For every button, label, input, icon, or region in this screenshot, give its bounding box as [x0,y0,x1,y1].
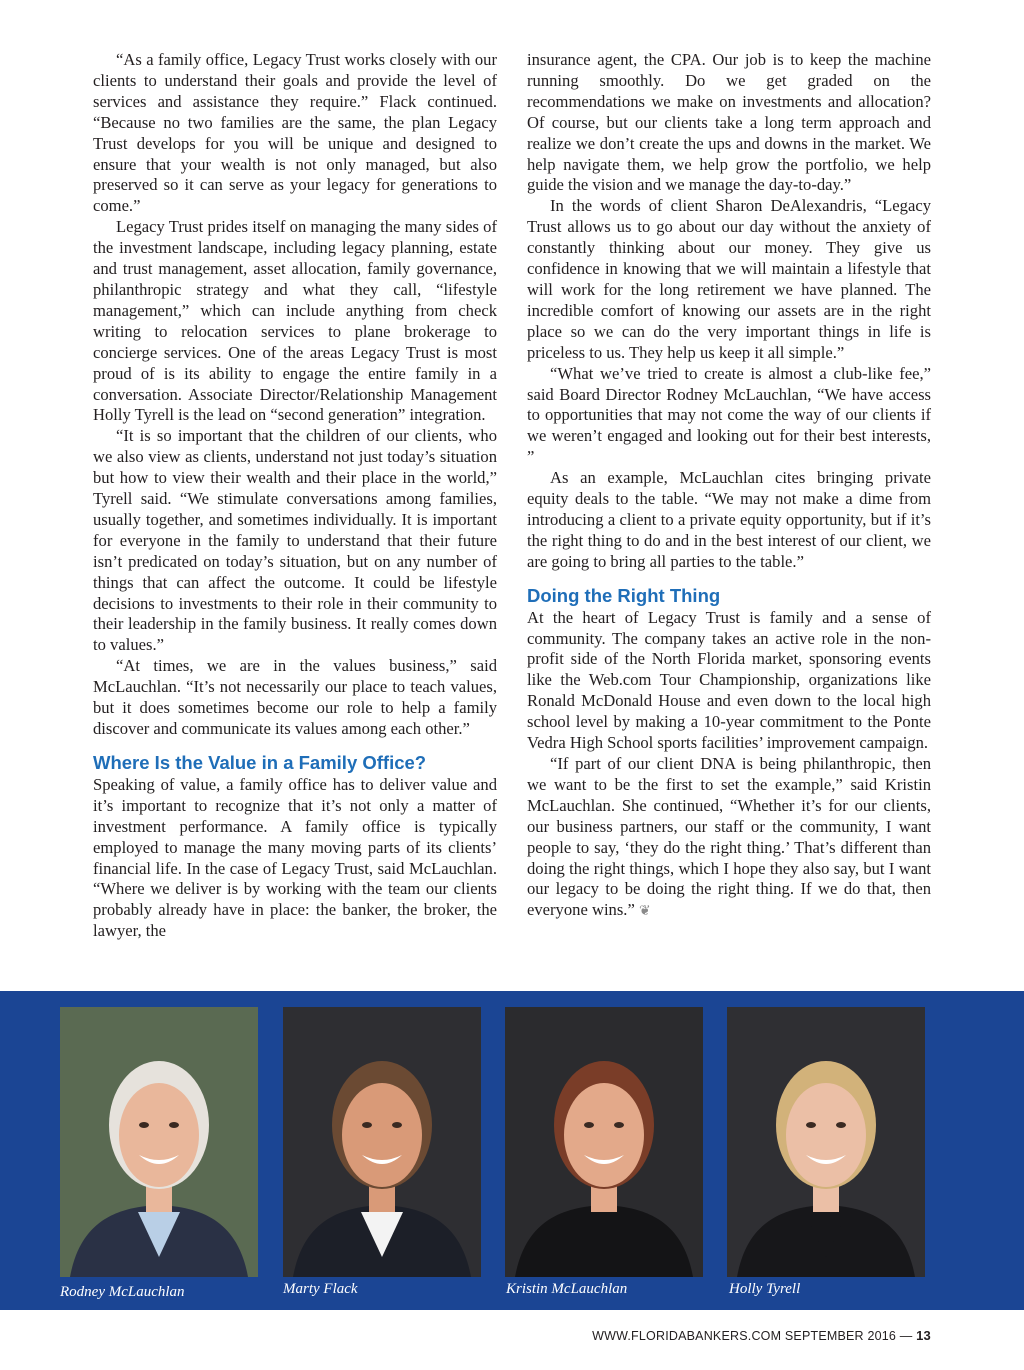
paragraph-text: “If part of our client DNA is being philanthropic, then we want to be the first to set the example,” said Kristin McLauchlan. She continued, “Whether it’s for our clients, our business partners, our staff or the community, I want people to say, ‘they do the right thing.’ That’s different than doing the right things, which I hope they also say, but I want our legacy to be doing the right thing. If we do that, then everyone wins.” [527,754,931,920]
paragraph: Speaking of value, a family office has to deliver value and it’s important to recognize that it’s not only a matter of investment performance. A family office is typically employed to manage the many moving parts of its clients’ financial life. In the case of Legacy Trust, said McLauchlan. “Where we deliver is by working with the team our clients probably already have in place: the banker, the broker, the lawyer, the [93,774,497,941]
paragraph: insurance agent, the CPA. Our job is to keep the machine running smoothly. Do we get graded on the recommendations we make on investments and allocation? Of course, but our clients take a long term approach and realize we don’t create the ups and downs in the market. We help navigate them, we help grow the portfolio, we help guide the vision and we manage the day-to-day.” [527,50,931,195]
left-eye-shape [139,1122,149,1128]
left-eye-shape [806,1122,816,1128]
face-shape [786,1083,866,1187]
left-eye-shape [584,1122,594,1128]
right-eye-shape [836,1122,846,1128]
page-footer [592,1328,931,1343]
portrait-illustration [505,1007,703,1277]
footer-text: WWW.FLORIDABANKERS.COM SEPTEMBER 2016 — [592,1329,913,1343]
paragraph: As an example, McLauchlan cites bringing private equity deals to the table. “We may not make a dime from introducing a client to a private equity opportunity, but if it’s the right thing to do and in the best interest of our client, we are going to bring all parties to the table.” [527,468,931,571]
section-heading-value: Where Is the Value in a Family Office? [93,751,427,773]
paragraph: “What we’ve tried to create is almost a club-like fee,” said Board Director Rodney McLauchlan, “We have access to opportunities that may not come the way of our clients if we weren’t engaged and looking out for their best interests, ” [527,363,931,467]
portrait-marty-flack [283,1007,481,1277]
end-mark-icon: ❦ [638,904,651,920]
portrait-kristin-mclauchlan [505,1007,703,1277]
caption-marty-flack: Marty Flack [283,1281,358,1297]
face-shape [564,1083,644,1187]
caption-kristin-mclauchlan: Kristin McLauchlan [506,1281,628,1297]
caption-holly-tyrell: Holly Tyrell [729,1281,801,1297]
right-eye-shape [392,1122,402,1128]
portrait-holly-tyrell [727,1007,925,1277]
portrait-illustration [283,1007,481,1277]
paragraph: “It is so important that the children of our clients, who we also view as clients, understand not just today’s situation but how to view their wealth and their place in the world,” Tyrell said. “We stimulate conversations among families, usually together, and sometimes individually. It is important for everyone in the family to understand that their future isn’t predicated on today’s situation, but on any number of things that can affect the outcome. It could be lifestyle decisions to investments to their role in their community to their leadership in the family business. It really comes down to values.” [93,426,497,655]
portrait-illustration [727,1007,925,1277]
section-heading-right-thing: Doing the Right Thing [527,584,721,606]
left-eye-shape [362,1122,372,1128]
face-shape [342,1083,422,1187]
paragraph: In the words of client Sharon DeAlexandris, “Legacy Trust allows us to go about our day without the anxiety of constantly thinking about our money. They give us confidence in knowing that we will maintain a lifestyle that will work for the long retirement we have planned. The incredible comfort of knowing our assets are in the right place so we can do the very important things in life is priceless to us. They help us keep it all simple.” [527,196,931,362]
right-column [527,50,931,923]
paragraph: At the heart of Legacy Trust is family and a sense of community. The company takes an active role in the non-profit side of the North Florida market, sponsoring events like the Web.com Tour Championship, organizations like Ronald McDonald House and even down to the local high school level by making a 10-year commitment to the Ponte Vedra High School sports facilities’ improvement campaign. [527,607,931,753]
page-number: 13 [916,1328,931,1343]
paragraph: “As a family office, Legacy Trust works closely with our clients to understand their goals and provide the level of services and assistance they require.” Flack continued. “Because no two families are the same, the plan Legacy Trust develops for you will be unique and designed to ensure that your wealth is not only managed, but also preserved so it can serve as your legacy for generations to come.” [93,50,497,216]
right-eye-shape [614,1122,624,1128]
portrait-illustration [60,1007,258,1277]
paragraph: Legacy Trust prides itself on managing the many sides of the investment landscape, including legacy planning, estate and trust management, asset allocation, family governance, philanthropic strategy and what they call, “lifestyle management,” which can include anything from check writing to relocation services to plane brokerage to concierge services. One of the areas Legacy Trust is most proud of is its ability to engage the entire family in a conversation. Associate Director/Relationship Management Holly Tyrell is the lead on “second generation” integration. [93,217,497,425]
paragraph: “At times, we are in the values business,” said McLauchlan. “It’s not necessarily our place to teach values, but it does sometimes become our role to help a family discover and communicate its values among each other.” [93,656,497,738]
face-shape [119,1083,199,1187]
caption-rodney-mclauchlan: Rodney McLauchlan [60,1284,185,1300]
left-column [93,50,497,942]
portrait-rodney-mclauchlan [60,1007,258,1277]
paragraph [527,754,931,923]
right-eye-shape [169,1122,179,1128]
